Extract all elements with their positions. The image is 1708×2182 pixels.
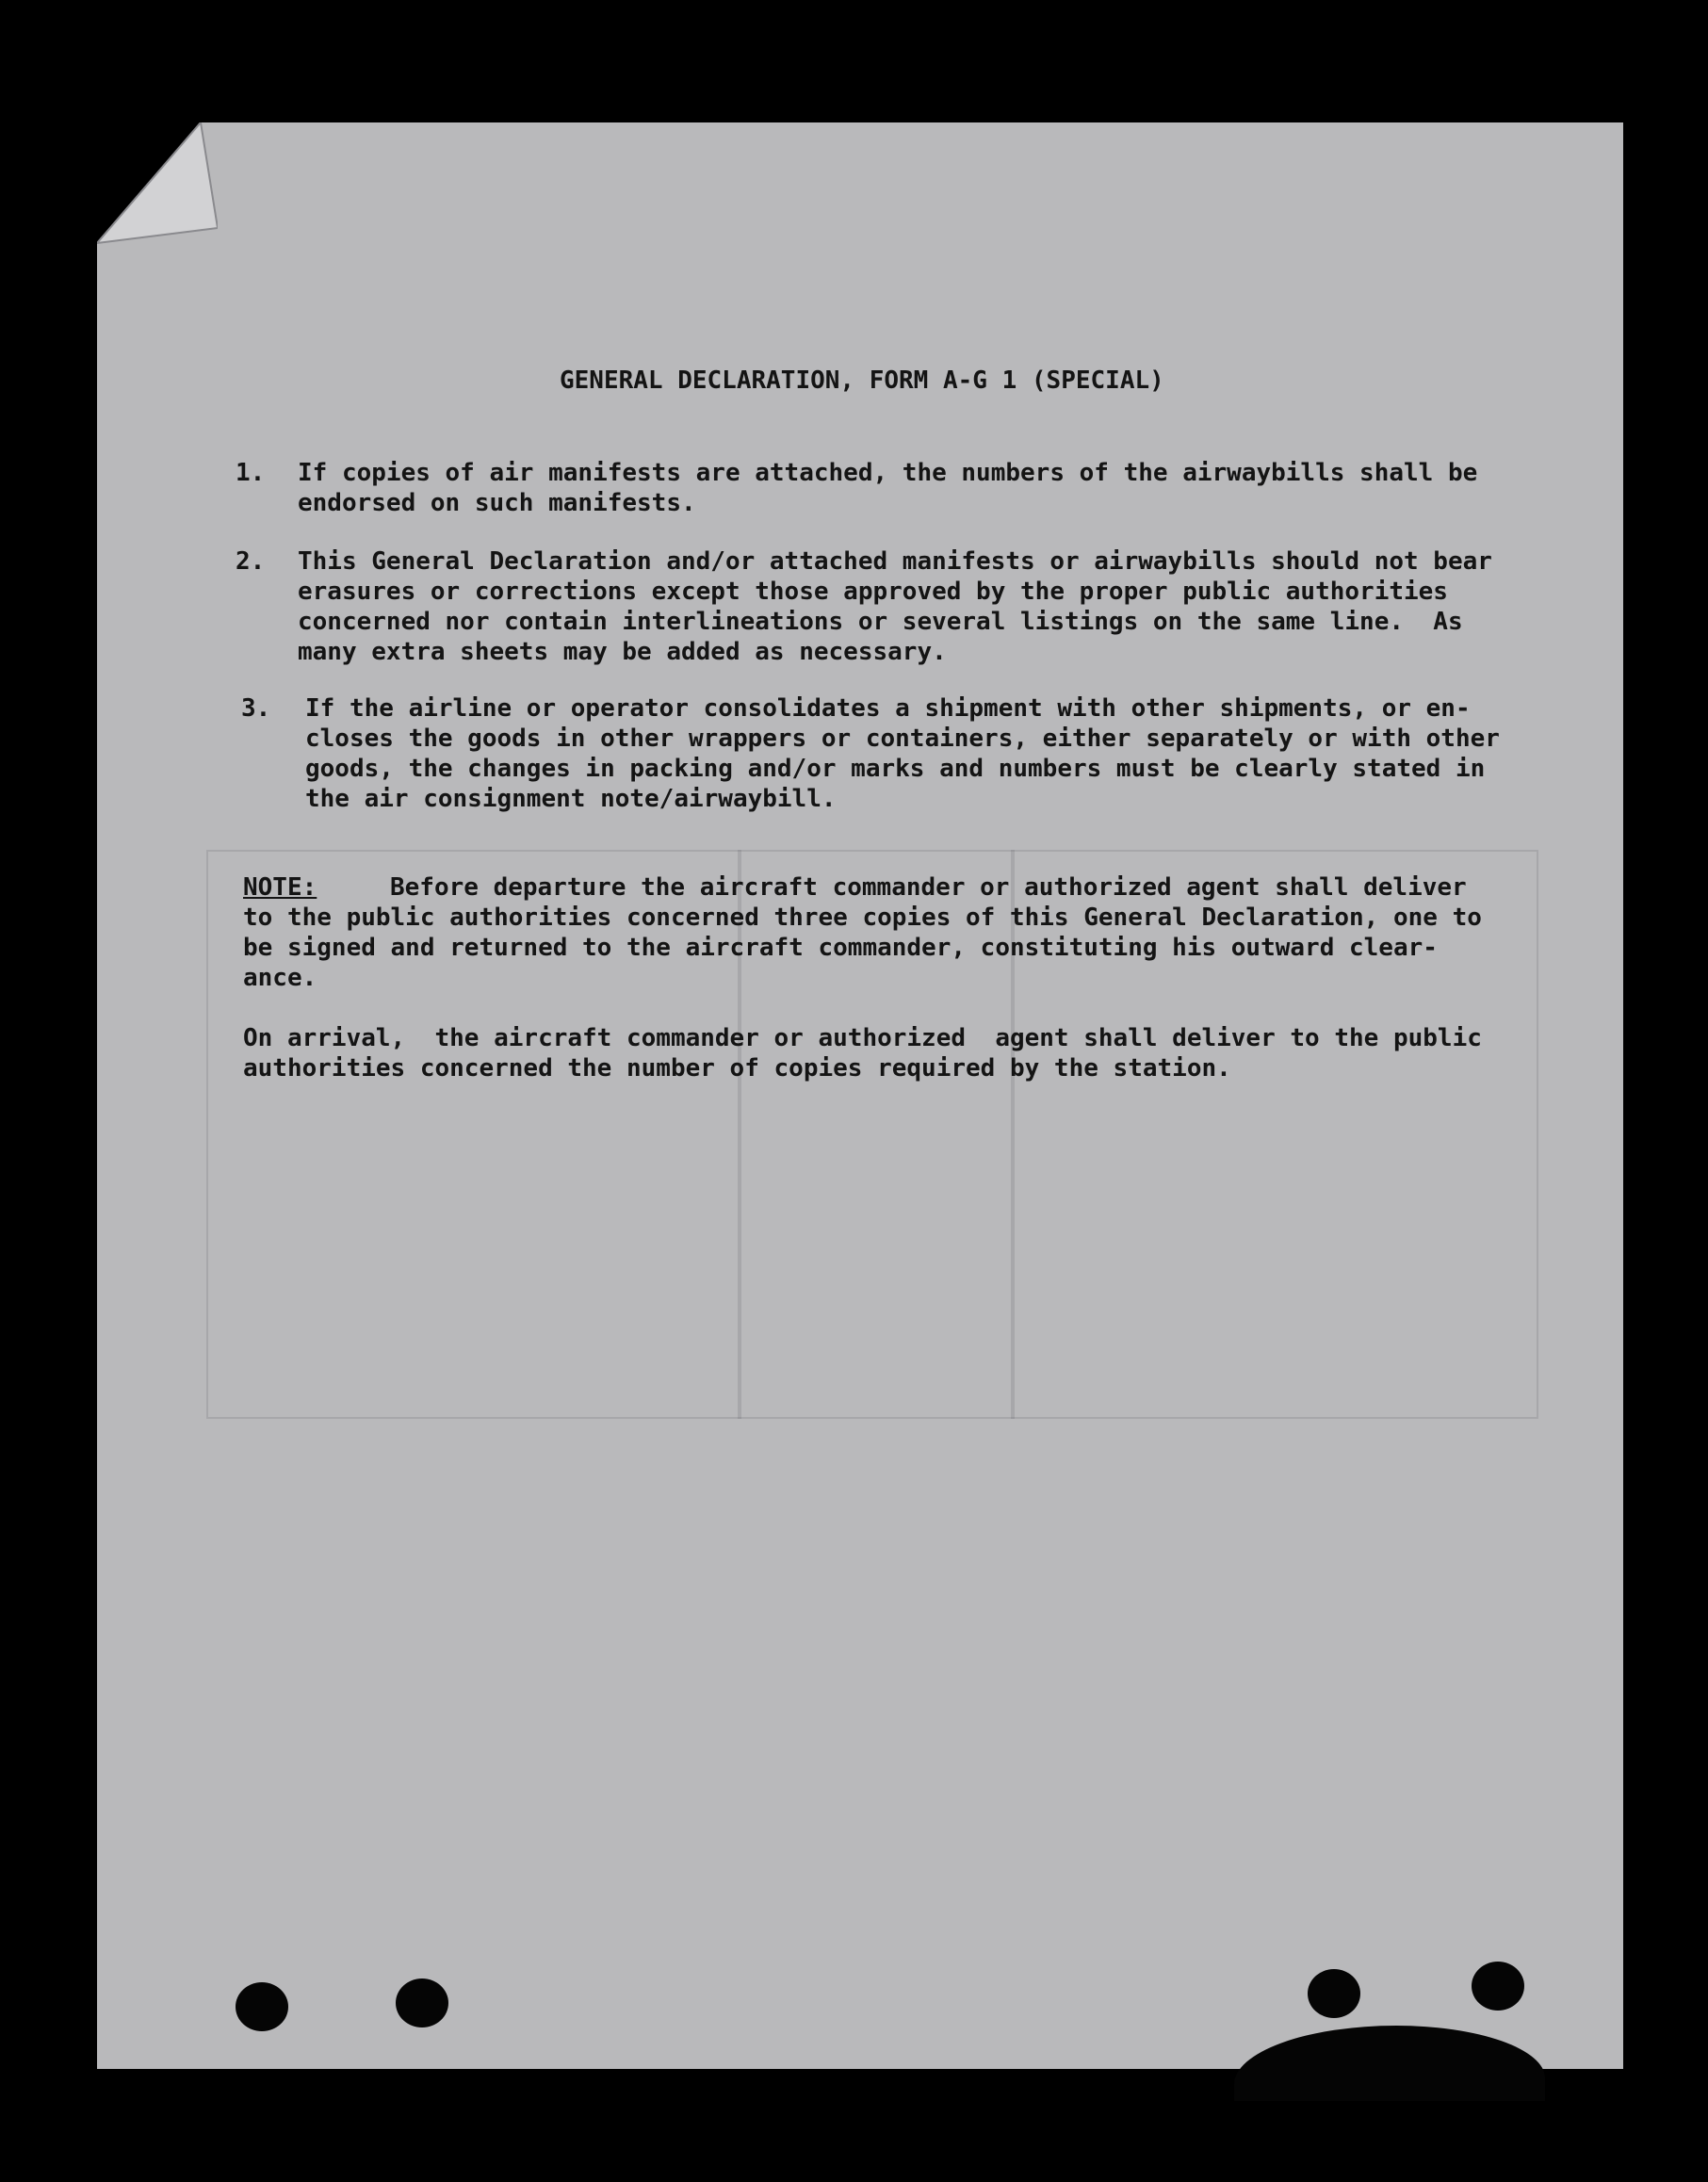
item-line: the air consignment note/airwaybill. xyxy=(305,785,837,813)
item-line: concerned nor contain interlineations or several listings on the same line. As xyxy=(298,608,1463,636)
item-line: If copies of air manifests are attached, the numbers of the airwaybills shall be xyxy=(298,459,1478,487)
item-line: many extra sheets may be added as necessary. xyxy=(298,638,947,666)
item-line: endorsed on such manifests. xyxy=(298,489,696,517)
note-label: NOTE: xyxy=(243,873,317,902)
note-line: Before departure the aircraft commander or authorized agent shall deliver xyxy=(390,873,1467,902)
item-line: erasures or corrections except those approved by the proper public authorities xyxy=(298,578,1448,606)
item-number: 1. xyxy=(236,459,266,487)
punch-hole xyxy=(236,1982,288,2031)
arrival-line: authorities concerned the number of copies required by the station. xyxy=(243,1054,1231,1083)
document-page xyxy=(97,122,1623,2069)
item-number: 3. xyxy=(241,694,271,723)
punch-hole xyxy=(1308,1969,1360,2018)
note-line: ance. xyxy=(243,964,317,992)
item-line: This General Declaration and/or attached manifests or airwaybills should not bear xyxy=(298,547,1492,576)
note-line: to the public authorities concerned three copies of this General Declaration, one to xyxy=(243,904,1482,932)
note-line: be signed and returned to the aircraft commander, constituting his outward clear- xyxy=(243,934,1438,962)
punch-hole xyxy=(396,1978,448,2027)
item-line: closes the goods in other wrappers or containers, either separately or with other xyxy=(305,725,1500,753)
item-number: 2. xyxy=(236,547,266,576)
item-line: If the airline or operator consolidates a shipment with other shipments, or en- xyxy=(305,694,1471,723)
item-line: goods, the changes in packing and/or marks and numbers must be clearly stated in xyxy=(305,755,1486,783)
page-title: GENERAL DECLARATION, FORM A-G 1 (SPECIAL) xyxy=(560,366,1164,395)
arrival-line: On arrival, the aircraft commander or authorized agent shall deliver to the public xyxy=(243,1024,1482,1052)
punch-hole xyxy=(1472,1962,1524,2011)
